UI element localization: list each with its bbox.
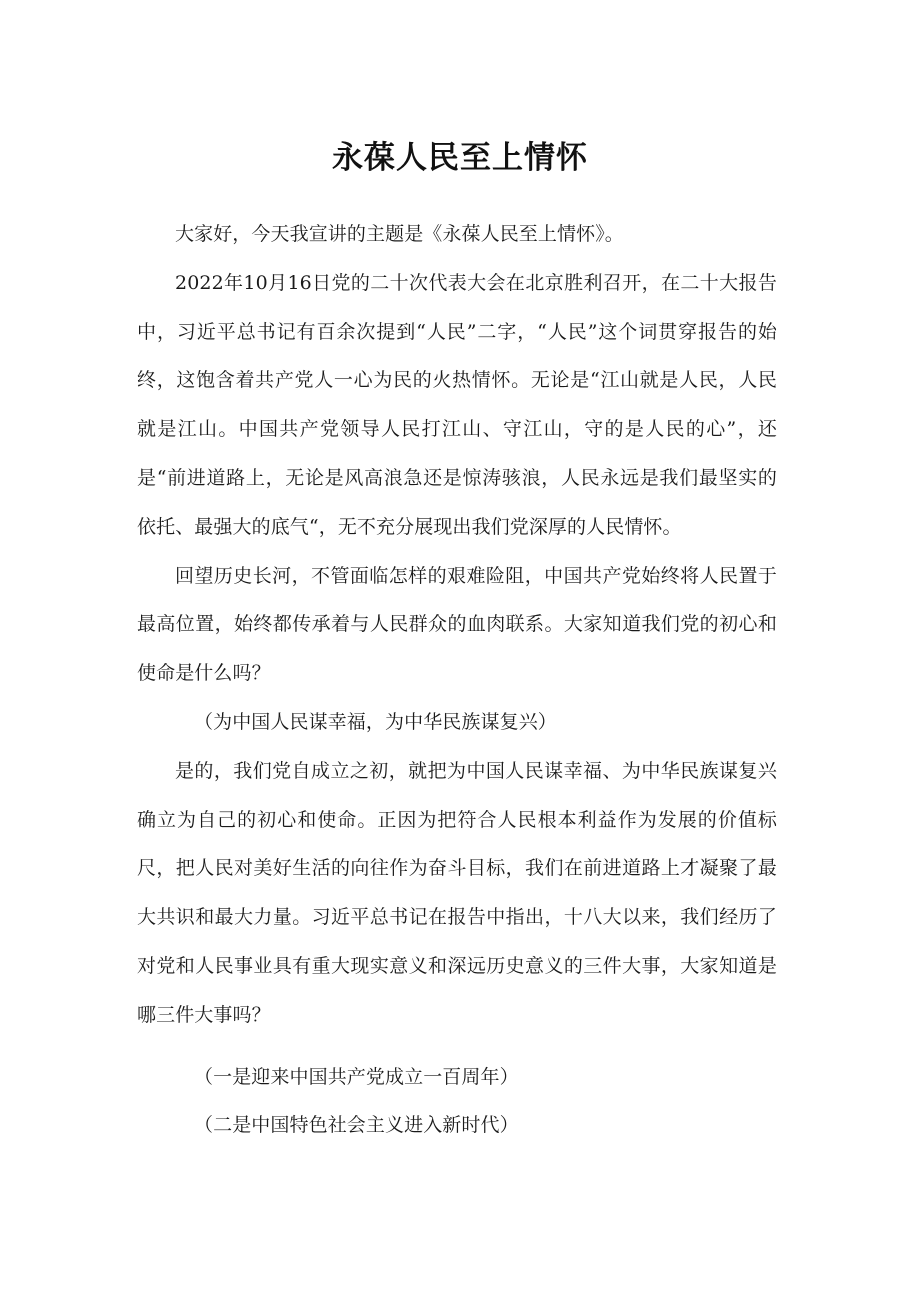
paragraph-congress-report: 2022年10月16日党的二十次代表大会在北京胜利召开，在二十大报告中，习近平总书记有百余次提到“人民”二字，“人民”这个词贯穿报告的始终，这饱含着共产党人一心为民的火热情怀。无论是“江山就是人民，人民就是江山。中国共产党领导人民打江山、守江山，守的是人民的心”，还是“前进道路上，无论是风高浪急还是惊涛骇浪，人民永远是我们最坚实的依托、最强大的底气“，无不充分展现出我们党深厚的人民情怀。 <box>137 271 777 538</box>
document-body <box>137 210 777 1150</box>
answer-event-one: （一是迎来中国共产党成立一百周年） <box>194 1065 519 1088</box>
answer-event-two: （二是中国特色社会主义进入新时代） <box>194 1114 519 1137</box>
paragraph-three-events: 是的，我们党自成立之初，就把为中国人民谋幸福、为中华民族谋复兴确立为自己的初心和使命。正因为把符合人民根本利益作为发展的价值标尺，把人民对美好生活的向往作为奋斗目标，我们在前进道路上才凝聚了最大共识和最大力量。习近平总书记在报告中指出，十八大以来，我们经历了对党和人民事业具有重大现实意义和深远历史意义的三件大事，大家知道是哪三件大事吗？ <box>137 759 777 1026</box>
answer-original-mission: （为中国人民谋幸福，为中华民族谋复兴） <box>194 710 557 733</box>
paragraph-history-question: 回望历史长河，不管面临怎样的艰难险阻，中国共产党始终将人民置于最高位置，始终都传承着与人民群众的血肉联系。大家知道我们党的初心和使命是什么吗？ <box>137 564 777 685</box>
document-title: 永葆人民至上情怀 <box>332 139 588 176</box>
paragraph-greeting: 大家好，今天我宣讲的主题是《永葆人民至上情怀》。 <box>175 223 624 245</box>
